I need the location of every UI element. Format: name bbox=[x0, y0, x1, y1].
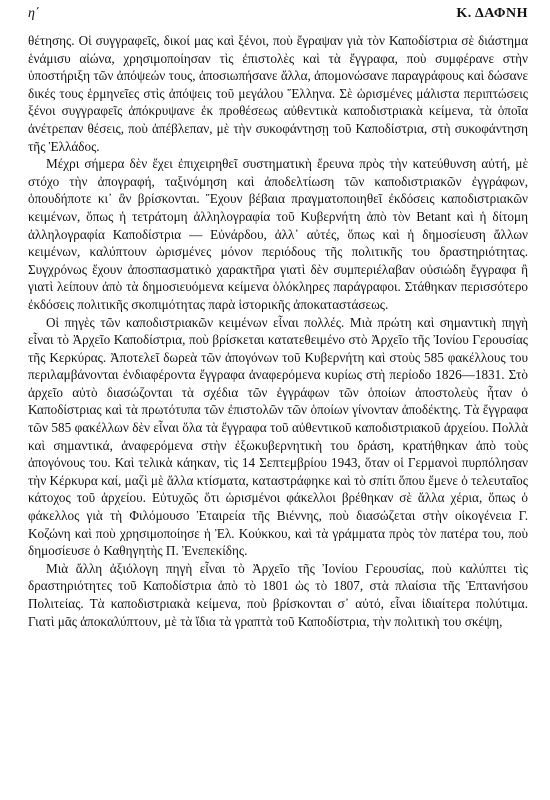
body-text bbox=[28, 32, 528, 630]
page-number: η΄ bbox=[28, 6, 40, 21]
paragraph-research: Μέχρι σήμερα δὲν ἔχει ἐπιχειρηθεῖ συστηματικὴ ἔρευνα πρὸς τὴν κατεύθυνση αὐτή, μὲ στόχο τὴν ἀπογραφή, ταξινόμηση καὶ ἀποδελτίωση τῶν καποδιστριακῶν ἐγγράφων, ὁπουδήποτε κι᾽ ἂν βρίσκονται. Ἔχουν βέβαια πραγματοποιηθεῖ ἐκδόσεις καποδιστριακῶν κειμένων, ὅπως ἡ τετράτομη ἀλληλογραφία τοῦ Κυβερνήτη ἀπὸ τὸν Betant καὶ ἡ δίτομη ἀλληλογραφία Καποδίστρια — Εὐνάρδου, ἀλλ᾽ αὐτές, ὅπως καὶ ἡ δημοσίευση ἄλλων κειμένων, καλύπτουν ὡρισμένες μόνον περιόδους τῆς πολιτικῆς του δραστηριότητας. Συγχρόνως ἔχουν ἀποσπασματικὸ χαρακτῆρα γιατὶ δὲν συμπεριέλαβαν οὐσιώδη ἔγγραφα ἢ γιατὶ λείπουν ἀπὸ τὰ δημοσιευόμενα κείμενα ὁλόκληρες παράγραφοι. Στάθηκαν περισσότερο ἐκδόσεις πολιτικῆς σκοπιμότητας παρὰ ἱστορικῆς ἀποκαταστάσεως. bbox=[28, 156, 528, 312]
running-head-title: Κ. ΔΑΦΝΗ bbox=[456, 6, 528, 21]
book-page bbox=[28, 6, 528, 792]
paragraph-sources: Οἱ πηγὲς τῶν καποδιστριακῶν κειμένων εἶναι πολλές. Μιὰ πρώτη καὶ σημαντικὴ πηγὴ εἶναι τὸ Ἀρχεῖο Καποδίστρια, ποὺ βρίσκεται κατατεθειμένο στὸ Ἀρχεῖο τῆς Ἰονίου Γερουσίας τῆς Κερκύρας. Ἀποτελεῖ δωρεὰ τῶν ἀπογόνων τοῦ Κυβερνήτη καὶ στοὺς 585 φακέλλους του περιλαμβάνονται ἐνδιαφέροντα ἔγγραφα ἀναφερόμενα κυρίως στὴ περίοδο 1826—1831. Στὸ ἀρχεῖο αὐτὸ διασώζονται τὰ σχέδια τῶν ἐγγράφων τῶν ὁποίων ἀποστολεὺς ἦταν ὁ Καποδίστριας καὶ τὰ πρωτότυπα τῶν ἐπιστολῶν τῶν ὁποίων γίνονταν ἀποδέκτης. Τὰ ἔγγραφα τῶν 585 φακέλλων δὲν εἶναι ὅλα τὰ ἔγγραφα τοῦ αὐθεντικοῦ καποδιστριακοῦ ἀρχείου. Πολλὰ καὶ σημαντικά, ἀναφερόμενα στὴν ἐξωκυβερνητικὴ του δράση, κρατήθηκαν ἀπὸ τοὺς ἀπογόνους του. Καὶ τελικὰ κάηκαν, τὶς 14 Σεπτεμβρίου 1943, ὅταν οἱ Γερμανοὶ πυρπόλησαν τὴν Κέρκυρα καί, μαζὶ μὲ ἄλλα κτίσματα, καταστράφηκε καὶ τὸ σπίτι ὅπου ἔμενε ὁ τελευταῖος κάτοχος τοῦ ἀρχείου. Εὐτυχῶς ὅτι ὡρισμένοι φάκελλοι βρέθηκαν σὲ ἄλλα χέρια, ὅπως ὁ φάκελλος γιὰ τὴ Φιλόμουσο Ἑταιρεία τῆς Βιέννης, ποὺ διασώζεται στὴν οἰκογένεια Γ. Κοζώνη καὶ ποὺ χρησιμοποίησε ἡ Ἐλ. Κούκκου, καὶ τὰ γράμματα πρὸς τὸν πατέρα του, ποὺ δημοσίευσε ὁ Καθηγητὴς Π. Ἐνεπεκίδης. bbox=[28, 314, 528, 559]
running-head bbox=[28, 6, 528, 30]
paragraph-ionian-senate: Μιὰ ἄλλη ἀξιόλογη πηγὴ εἶναι τὸ Ἀρχεῖο τῆς Ἰονίου Γερουσίας, ποὺ καλύπτει τὶς δραστηριότητες τοῦ Καποδίστρια ἀπὸ τὸ 1801 ὡς τὸ 1807, στὰ πλαίσια τῆς Ἑπτανήσου Πολιτείας. Τὰ καποδιστριακὰ κείμενα, ποὺ βρίσκονται σ᾽ αὐτό, εἶναι ἰδιαίτερα πολύτιμα. Γιατὶ μᾶς ἀποκαλύπτουν, μὲ τὰ ἴδια τὰ γραπτὰ τοῦ Καποδίστρια, τὴν πολιτικὴ του σκέψη, bbox=[28, 560, 528, 629]
paragraph-continuation: θέτησης. Οἱ συγγραφεῖς, δικοί μας καὶ ξένοι, ποὺ ἔγραψαν γιὰ τὸν Καποδίστρια σὲ διάστημα ἑνάμισυ αἰώνα, χρησιμοποίησαν τὶς ἐπιστολὲς καὶ τὰ ἔγγραφα, ποὺ συμφέρανε στὴν ὑποστήριξη τῶν ἀπόψεών τους, ἀποσιωπήσανε ἄλλα, ἀπομονώσανε παραγράφους καὶ δώσανε δικές τους ἑρμηνεῖες στὶς ἀπόψεις τοῦ μεγάλου Ἕλληνα. Σὲ ὡρισμένες μάλιστα περιπτώσεις ξένοι συγγραφεῖς ἀπόκρυψανε ἐκ προθέσεως αὐθεντικὰ καποδιστριακὰ κείμενα, τὰ ὁποῖα ἀνέτρεπαν θέσεις, ποὺ ἀπέβλεπαν, μὲ τὴν συκοφάντησῃ τοῦ Καποδίστρια, στὴ συκοφάντηση τῆς Ἑλλάδος. bbox=[28, 33, 528, 154]
